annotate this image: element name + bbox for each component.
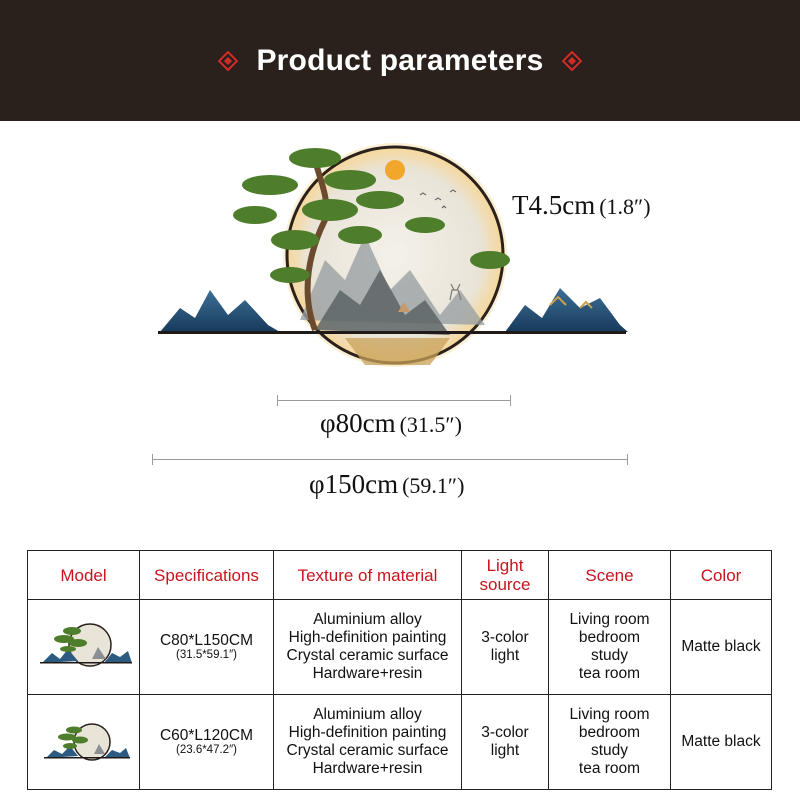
product-illustration — [150, 140, 640, 400]
color-cell: Matte black — [671, 695, 772, 790]
total-width-line — [152, 454, 628, 465]
texture-cell: Aluminium alloy High-definition painting Crystal ceramic surface Hardware+resin — [274, 600, 462, 695]
header-model: Model — [28, 551, 140, 600]
total-width-label: φ150cm (59.1″) — [309, 469, 465, 499]
header-specifications: Specifications — [140, 551, 274, 600]
spec-cell: C80*L150CM (31.5*59.1″) — [140, 600, 274, 695]
diamond-ornament-icon — [218, 51, 238, 71]
model-thumbnail — [28, 695, 140, 790]
texture-cell: Aluminium alloy High-definition painting Crystal ceramic surface Hardware+resin — [274, 695, 462, 790]
spec-cell: C60*L120CM (23.6*47.2″) — [140, 695, 274, 790]
table-row — [28, 600, 772, 695]
light-cell: 3-color light — [462, 600, 549, 695]
scene-cell: Living room bedroom study tea room — [549, 600, 671, 695]
header-color: Color — [671, 551, 772, 600]
table-header-row — [28, 551, 772, 600]
thickness-label: T4.5cm (1.8″) — [512, 190, 651, 220]
header-light-source: Light source — [462, 551, 549, 600]
circle-diameter-label: φ80cm (31.5″) — [320, 408, 462, 438]
diamond-ornament-icon — [562, 51, 582, 71]
light-cell: 3-color light — [462, 695, 549, 790]
circle-diameter-line — [277, 395, 511, 406]
header-banner — [0, 0, 800, 121]
scene-cell: Living room bedroom study tea room — [549, 695, 671, 790]
page-title: Product parameters — [256, 43, 544, 77]
table-row — [28, 695, 772, 790]
parameters-table — [27, 550, 772, 790]
header-texture: Texture of material — [274, 551, 462, 600]
model-thumbnail — [28, 600, 140, 695]
header-scene: Scene — [549, 551, 671, 600]
color-cell: Matte black — [671, 600, 772, 695]
